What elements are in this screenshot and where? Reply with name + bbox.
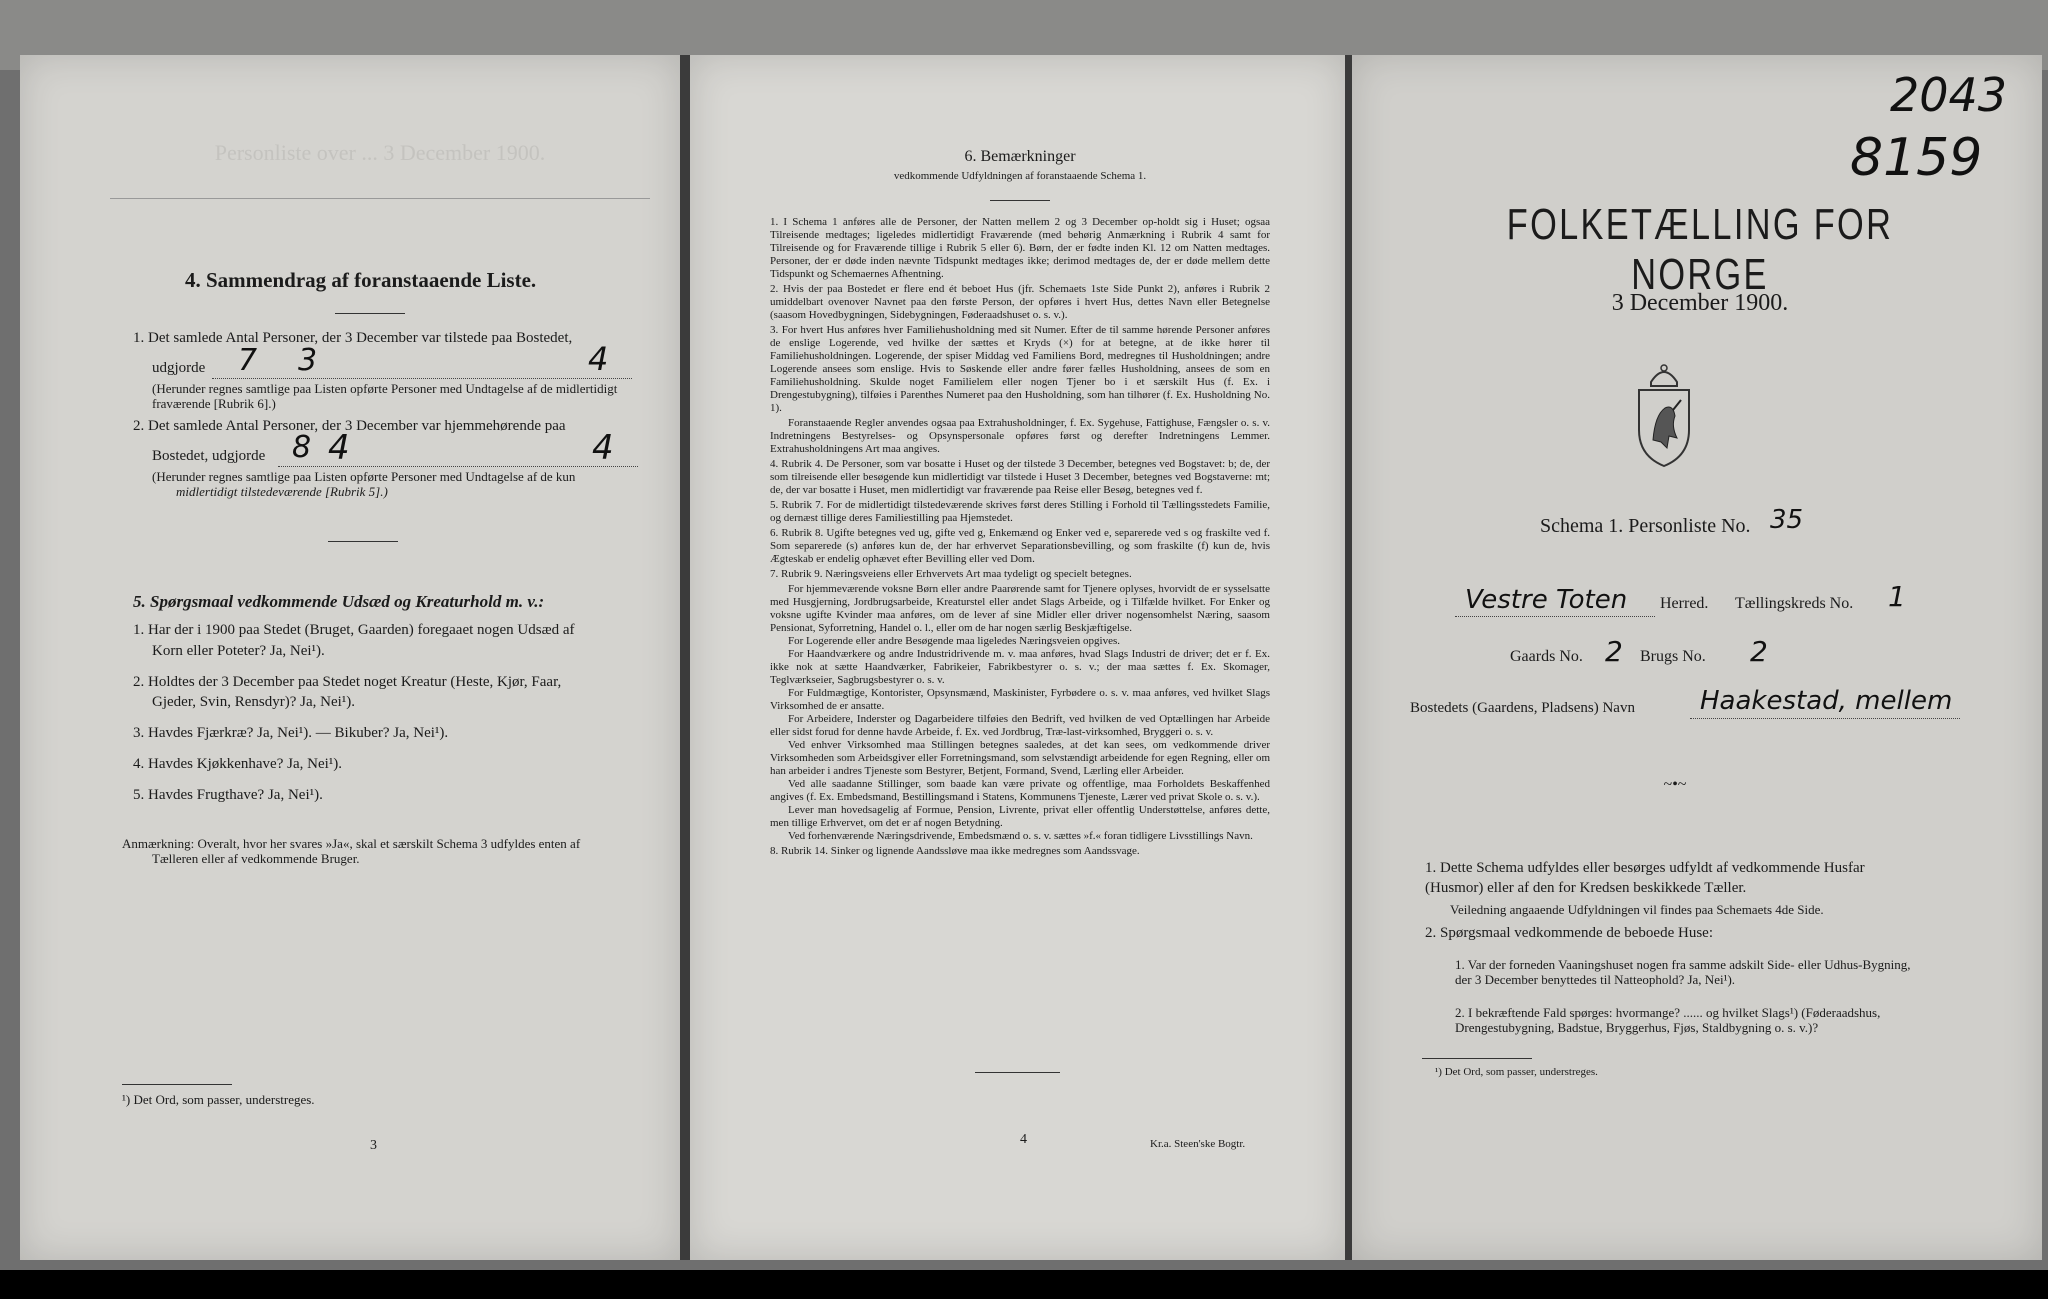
section6-subtitle: vedkommende Udfyldningen af foranstaaende Schema 1. (893, 170, 1147, 182)
remark-paragraph: Foranstaaende Regler anvendes ogsaa paa Extrahusholdninger, f. Ex. Sygehuse, Fattighuse, Fængsler o. s. v. Indretningens Bestyrelses- og Opsynspersonale opføres først og derefter Indretningens Lemmer. Extrahusholdningens Art maa angives. (770, 417, 1270, 455)
q2-line2: Gjeder, Svin, Rensdyr)? Ja, Nei¹). (152, 694, 356, 710)
herred-label: Herred. (1660, 595, 1709, 612)
remark-paragraph: For Fuldmægtige, Kontorister, Opsynsmænd, Maskinister, Fyrbødere o. s. v. maa anføres, ved hvilket Slags Virksomhed de er ansatte. (770, 687, 1270, 712)
instruction-2-1: 1. Var der forneden Vaaningshuset nogen fra samme adskilt Side- eller Udhus-Bygning, der 3 December benyttedes til Natteophold? Ja, Nei¹). (1455, 957, 1911, 987)
remark-paragraph: Ved alle saadanne Stillinger, som baade kan være private og offentlige, maa Forholdets Beskaffenhed angives (f. Ex. Embedsmand, Bestillingsmand i Statens, Kommunens Tjeneste, Lærer ved privat Skole o. s. v.). (770, 778, 1270, 803)
left-page-number: 3 (370, 1138, 377, 1153)
remark-paragraph: 7. Rubrik 9. Næringsveiens eller Erhvervets Art maa tydeligt og specielt betegnes. (770, 568, 1132, 580)
bosted-name: Haakestad, mellem (1700, 686, 1953, 716)
divider (990, 200, 1050, 201)
item2-hw-c: 4 (592, 428, 614, 468)
instruction-2-2: 2. I bekræftende Fald spørges: hvormange? ...... og hvilket Slags¹) (Føderaadshus, Drengestubygning, Badstue, Bryggerhus, Fjøs, Staldbygning o. s. v.)? (1455, 1005, 1881, 1035)
q4-line: 4. Havdes Kjøkkenhave? Ja, Nei¹). (133, 756, 343, 772)
remark-paragraph: 5. Rubrik 7. For de midlertidigt tilstedeværende skrives først deres Stilling i Forhold til Tællingsstedets Familie, og dernæst tillige deres Familiestilling paa Hjemstedet. (770, 499, 1270, 524)
remark-paragraph: 2. Hvis der paa Bostedet er flere end ét beboet Hus (jfr. Schemaets 1ste Side Punkt 2), anføres i Rubrik 2 umiddelbart ovenover Navnet paa den første Person, der opføres i hvert Hus, dettes Navn eller Betegnelse (saasom Hovedbygningen, Sidebygningen, Føderaadshuset o. s. v.). (770, 283, 1270, 321)
item1-hw-b: 3 (298, 343, 318, 378)
remark-paragraph: 8. Rubrik 14. Sinker og lignende Aandssløve maa ikke medregnes som Aandssvage. (770, 845, 1140, 857)
remark-paragraph: 1. I Schema 1 anføres alle de Personer, der Natten mellem 2 og 3 December op-holdt sig i Huset; ogsaa Tilreisende medtages; ligeledes midlertidigt Fraværende (med behørig Anmærkning i Rubrik 4 samt for Tilreisende og for Fraværende tillige i Rubrik 5 eller 6). Børn, der er fødte inden Kl. 12 om Natten medtages. Personer, der er døde inden nævnte Tidspunkt medtages ikke; derimod medtages de, der er døde mellem dette Tidspunkt og Schemaernes Afhentning. (770, 216, 1270, 280)
archive-number-1: 2043 (1890, 68, 2008, 122)
bosted-label: Bostedets (Gaardens, Pladsens) Navn (1410, 700, 1635, 716)
mid-page-number: 4 (1020, 1132, 1027, 1147)
schema-label: Schema 1. Personliste No. (1540, 515, 1751, 537)
left-page (20, 55, 680, 1260)
gaards-number: 2 (1605, 635, 1623, 668)
item1-hw-present: 7 (238, 343, 258, 378)
remark-paragraph: Lever man hovedsagelig af Formue, Pension, Livrente, privat eller offentlig Understøttelse, anføres dette, men tillige Erhvervet, om det er af nogen Betydning. (770, 804, 1270, 829)
item2-line: 2. Det samlede Antal Personer, der 3 December var hjemmehørende paa (133, 418, 566, 434)
footnote-rule (122, 1084, 232, 1085)
printer-mark: Kr.a. Steen'ske Bogtr. (1150, 1138, 1246, 1150)
instruction-1-note: Veiledning angaaende Udfyldningen vil findes paa Schemaets 4de Side. (1450, 902, 1824, 917)
dotted-line (278, 466, 638, 468)
left-footnote: ¹) Det Ord, som passer, understreges. (122, 1092, 315, 1107)
q1-line2: Korn eller Poteter? Ja, Nei¹). (152, 643, 325, 659)
remark-paragraph: For hjemmeværende voksne Børn eller andre Paarørende samt for Tjenere oplyses, hvorvidt de er sysselsatte med Husgjerning, Jordbrugsarbeide, Kreaturstel eller andet Slags Arbeide, og i Tilfælde hvilket. For Enker og voksne ugifte Kvinder maa anføres, om de lever af sine Midler eller driver nogensomhelst Næring, saasom Pensionat, Syforretning, Handel o. l., eller om de har nogen særlig Beskjæftigelse. (770, 583, 1270, 634)
page-gutter (680, 55, 690, 1260)
item1-hw-c: 4 (588, 340, 609, 378)
q2-line1: 2. Holdtes der 3 December paa Stedet noget Kreatur (Heste, Kjør, Faar, (133, 674, 562, 690)
herred-name: Vestre Toten (1465, 585, 1628, 615)
divider (335, 313, 405, 314)
item1-note: (Herunder regnes samtlige paa Listen opførte Personer med Undtagelse af de midlertidigt (152, 381, 618, 396)
item1-line: 1. Det samlede Antal Personer, der 3 December var tilstede paa Bostedet, (133, 330, 573, 346)
remark-paragraph: 4. Rubrik 4. De Personer, som var bosatte i Huset og der tilstede 3 December, betegnes ved Bogstavet: b; de, der som tilreisende eller besøgende kun midlertidigt var tilstede i Huset 3 December, betegnes ved Bogstaverne: mt; de, der var bosatte i Huset, men midlertidigt var fraværende paa Reise eller Besøg, betegnes ved f. (770, 458, 1270, 496)
remark-paragraph: 3. For hvert Hus anføres hver Familiehusholdning med sit Numer. Efter de til samme hørende Personer anføres de enslige Logerende, ved hvilke der sættes et Kryds (×) for at betegne, at de ikke hører til Familiehusholdningen. Logerende, der spiser Middag ved Familiens Bord, medregnes til Husholdningen; andre Logerende ansees som enslige. Hvis to Søskende eller andre fører fælles Husholdning, ansees de som en Familiehusholdning. Skulde noget Familielem eller nogen Tjener bo i et særskilt Hus (f. Ex. i Drengestubygning), tilføies i Parenthes Numeret paa den Husholdning, som han tilhører (f. Ex. Husholdning No. 1). (770, 324, 1270, 414)
q3-line: 3. Havdes Fjærkræ? Ja, Nei¹). — Bikuber? Ja, Nei¹). (133, 725, 449, 741)
ornament-divider: ~•~ (1663, 776, 1687, 793)
footnote-rule (1422, 1058, 1532, 1059)
anmaerkning: Anmærkning: Overalt, hvor her svares »Ja«, skal et særskilt Schema 3 udfyldes enten af (122, 836, 581, 851)
census-date: 3 December 1900. (1611, 290, 1789, 316)
remark-paragraph: For Haandværkere og andre Industridrivende m. v. maa anføres, hvad Slags Industri de driver; det er f. Ex. ikke nok at sætte Haandværker, Fabrikeier, Fabrikbestyrer o. s. v.; der maa sættes f. Ex. Skomager, Teglværkseier, Sagbrugsbestyrer o. s. v. (770, 648, 1270, 686)
faint-bleedthrough-header: Personliste over ... 3 December 1900. (214, 140, 546, 165)
right-footnote: ¹) Det Ord, som passer, understreges. (1435, 1066, 1598, 1078)
item1-note2: fraværende [Rubrik 6].) (152, 396, 276, 411)
remark-paragraph: For Logerende eller andre Besøgende maa ligeledes Næringsveien opgives. (788, 635, 1121, 647)
q1-line1: 1. Har der i 1900 paa Stedet (Bruget, Gaarden) foregaaet nogen Udsæd af (133, 622, 575, 638)
kreds-number: 1 (1888, 580, 1906, 613)
q5-line: 5. Havdes Frugthave? Ja, Nei¹). (133, 787, 323, 803)
remark-paragraph: Ved forhenværende Næringsdrivende, Embedsmænd o. s. v. sættes »f.« foran tidligere Livsstillings Navn. (788, 830, 1253, 842)
item2-bostedet: Bostedet, udgjorde (152, 448, 266, 464)
gaards-label: Gaards No. (1510, 648, 1583, 665)
brugs-label: Brugs No. (1640, 648, 1706, 665)
remarks-list (770, 216, 1270, 858)
instruction-2: 2. Spørgsmaal vedkommende de beboede Huse: (1425, 925, 1713, 941)
remark-paragraph: Ved enhver Virksomhed maa Stillingen betegnes saaledes, at det kan sees, om vedkommende driver Virksomheden som Arbeidsgiver eller Forretningsmand, som selvstændigt arbeidende for egen Regning, eller om han arbeider i andres Tjeneste som Bestyrer, Betjent, Formand, Svend, Lærling eller Arbeider. (770, 739, 1270, 777)
page-gutter (1345, 55, 1352, 1260)
scanner-bottom-edge (0, 1270, 2048, 1299)
item2-note: (Herunder regnes samtlige paa Listen opførte Personer med Undtagelse af de kun (152, 469, 576, 484)
section5-title: 5. Spørgsmaal vedkommende Udsæd og Kreaturhold m. v.: (133, 592, 545, 611)
divider (975, 1072, 1060, 1073)
dotted-line (1690, 718, 1960, 720)
anmaerkning-2: Tælleren eller af vedkommende Bruger. (152, 851, 360, 866)
section6-title: 6. Bemærkninger (964, 148, 1076, 165)
item2-hw-a: 8 (292, 430, 312, 465)
divider (110, 198, 650, 199)
section4-title: 4. Sammendrag af foranstaaende Liste. (185, 268, 537, 292)
divider (328, 541, 398, 542)
remark-paragraph: 6. Rubrik 8. Ugifte betegnes ved ug, gifte ved g, Enkemænd og Enker ved e, separerede ved s og fraskilte ved f. Som separerede (s) anføres kun de, der har erhvervet Separationsbevilling, og som fraskilte (f) kun de, hvis Ægteskab er endelig ophævet efter Bevilling eller ved Dom. (770, 527, 1270, 565)
main-title: FOLKETÆLLING FOR NORGE (1506, 200, 1894, 299)
personliste-number: 35 (1770, 505, 1804, 535)
item2-note2: midlertidigt tilstedeværende [Rubrik 5].) (176, 484, 388, 499)
archive-number-2: 8159 (1850, 128, 1983, 188)
kreds-label: Tællingskreds No. (1735, 595, 1854, 612)
item1-udgjorde: udgjorde (152, 360, 206, 376)
brugs-number: 2 (1750, 635, 1768, 668)
dotted-line (1455, 616, 1655, 618)
norway-coat-of-arms-icon (1633, 360, 1695, 470)
dotted-line (212, 378, 632, 380)
item2-hw-b: 4 (328, 428, 350, 468)
remark-paragraph: For Arbeidere, Inderster og Dagarbeidere tilføies den Bedrift, ved hvilken de ved Optællingen har Arbeide eller sidst forud for denne havde Arbeide, f. Ex. ved Jordbrug, Træ-last-virksomhed, Bryggeri o. s. v. (770, 713, 1270, 738)
instruction-1: 1. Dette Schema udfyldes eller besørges udfyldt af vedkommende Husfar (Husmor) eller af den for Kredsen beskikkede Tæller. (1425, 860, 1865, 896)
